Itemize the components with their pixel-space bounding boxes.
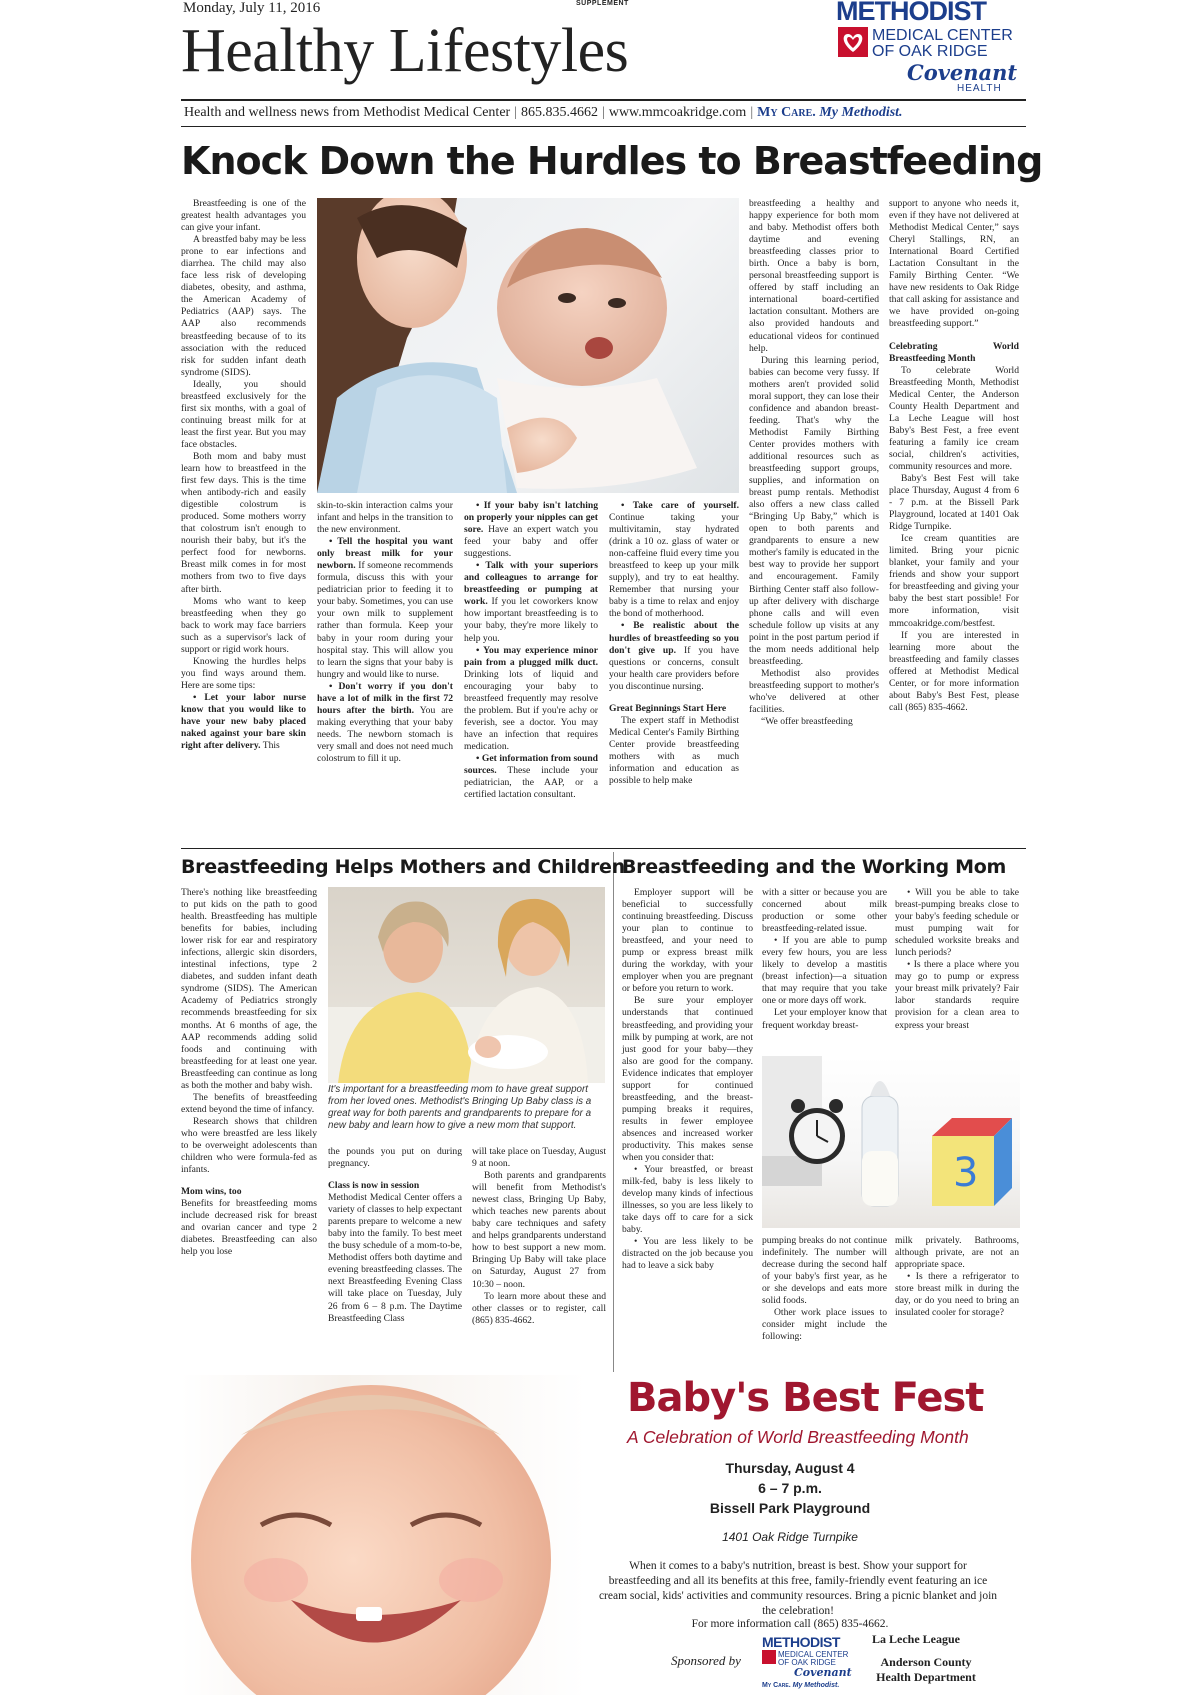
paragraph: Moms who want to keep breastfeeding when they go back to work may face barriers such as a supervisor's lack of support or rigid work hours. [181, 595, 306, 655]
tip-text: This [260, 740, 280, 752]
article1-column-6 [889, 198, 1019, 714]
paragraph: Both parents and grandparents will benefit from Methodist's newest class, Bringing Up Baby, which teaches new parents about baby care techniques and safety and helps grandparents understand how to best support a new mom. Bringing Up Baby will take place on Saturday, August 27 from 10:30 – noon. [472, 1170, 606, 1290]
article3-column-3 [895, 887, 1019, 1032]
family-photo [328, 887, 605, 1083]
ad-time: 6 – 7 p.m. [758, 1480, 822, 1496]
phone-number[interactable]: 865.835.4662 [521, 105, 599, 120]
paragraph: • Will you be able to take breast-pumping breaks close to your baby's feeding schedule or must pumping wait for scheduled worksite breaks and lunch periods? [895, 887, 1019, 959]
paragraph: • If you are able to pump every few hours, you are less likely to develop a mastitis (breast infection)—a situation that may require that you take one or more days off work. [762, 935, 887, 1007]
article1-column-3 [464, 500, 598, 801]
sponsor-methodist-logo: METHODIST MEDICAL CENTER OF OAK RIDGE Covenant My Care. My Methodist. [762, 1634, 852, 1689]
sponsor-la-leche: La Leche League [872, 1632, 960, 1646]
paragraph: • Take care of yourself. Continue taking your multivitamin, stay hydrated (drink a 10 oz. glass of water or non-caffeine fluid every time you breastfeed to keep up your milk supply), and try to eat healthy. Remember that nursing your baby is a time to relax and enjoy the bond of motherhood. [609, 500, 739, 620]
supplement-label: SUPPLEMENT [576, 0, 629, 7]
paragraph: Breastfeeding is one of the greatest health advantages you can give your infant. [181, 198, 306, 234]
paragraph: Methodist also provides breastfeeding support to mother's who've delivered at other facilities. [749, 667, 879, 715]
ad-title: Baby's Best Fest [627, 1375, 984, 1421]
paragraph: Be sure your employer understands that continued breastfeeding, and providing your milk by pumping at work, are not just good for your baby—they also are good for the company. Evidence indicates that employer support for continued breastfeeding, and the breast-pumping breaks it requires, results in fewer employee absences and increased worker productivity. This makes sense when you consider that: [622, 995, 753, 1164]
tip-bold: • Let your labor nurse know that you would like to have your new baby placed naked against your bare skin right after delivery. [181, 691, 306, 752]
website-link[interactable]: www.mmcoakridge.com [608, 105, 747, 120]
paragraph: Employer support will be beneficial to successfully continuing breastfeeding. Discuss your plan to continue to breastfeed, and your need to pump or express breast milk during the workday, with your employer when you are pregnant or before you return to work. [622, 887, 753, 995]
paragraph: with a sitter or because you are concerned about milk production or some other breastfeeding-related issue. [762, 887, 887, 935]
paragraph: • Tell the hospital you want only breast milk for your newborn. If someone recommends formula, discuss this with your pediatrician prior to feeding it to your baby. Sometimes, you can use your own milk to supplement rather than formula. Keep your baby in your room during your hospital stay. This will allow you to learn the signs that your baby is hungry and would like to nurse. [317, 536, 453, 680]
section-heading: Class is now in session [328, 1180, 420, 1192]
paragraph: Other work place issues to consider might include the following: [762, 1307, 887, 1343]
paragraph: • Is there a refrigerator to store breast milk in during the day, or do you need to bring an insulated cooler for storage? [895, 1271, 1019, 1319]
article3-column-3-bottom [895, 1235, 1019, 1319]
article2-headline: Breastfeeding Helps Mothers and Children [181, 856, 625, 878]
paragraph: Methodist Medical Center offers a variety of classes to help expectant parents prepare to welcome a new baby into the family. To best meet the busy schedule of a mom-to-be, Methodist offers both daytime and evening breastfeeding classes. The next Breastfeeding Evening Class will take place on Tuesday, July 26 from 6 – 8 p.m. The Daytime Breastfeeding Class [328, 1192, 462, 1324]
paragraph: Baby's Best Fest will take place Thursday, August 4 from 6 - 7 p.m. at the Bissell Park Playground, located at 1401 Oak Ridge Turnpike. [889, 472, 1019, 533]
logo-health: HEALTH [957, 83, 1002, 94]
paragraph: pumping breaks do not continue indefinitely. The number will decrease during the second half of your baby's first year, as he or she develops and eats more solid foods. [762, 1235, 887, 1307]
paragraph: • Be realistic about the hurdles of breastfeeding so you don't give up. If you have questions or concerns, consult your health care providers before you discontinue nursing. [609, 620, 739, 692]
section-heading: Great Beginnings Start Here [609, 702, 727, 714]
paragraph: • You may experience minor pain from a plugged milk duct. Drinking lots of liquid and encouraging your baby to breastfeed frequently may resolve the problem. But if you're achy or feverish, see a doctor. You may have an infection that requires medication. [464, 644, 598, 752]
masthead-rule-top [181, 99, 1026, 101]
page-title: Healthy Lifestyles [181, 17, 629, 85]
paragraph: Both mom and baby must learn how to breastfeed in the first few days. This is the time when antibody-rich and easily digestible colostrum is produced. Some mothers worry that colostrum isn't enough to nourish their baby, but it's the perfect food for newborns. Breast milk comes in for most mothers from two to five days after birth. [181, 450, 306, 595]
paragraph: • Your breastfed, or breast milk-fed, baby is less likely to develop many kinds of infectious illnesses, so you are less likely to take days off to care for a sick baby. [622, 1164, 753, 1236]
section-rule [181, 848, 1026, 849]
tagline-text: Health and wellness news from Methodist Medical Center [184, 105, 511, 120]
cube-number: 3 [953, 1150, 979, 1196]
paragraph: There's nothing like breastfeeding to put kids on the path to good health. Breastfeeding has multiple benefits for babies, including lower risk for ear and respiratory infections, allergic skin disorders, intestinal infections, type 2 diabetes, and sudden infant death syndrome (SIDS). The American Academy of Pediatrics strongly recommends breastfeeding for six months. At 6 months of age, the AAP recommends adding solid foods and continuing with breastfeeding for at least one year. Breastfeeding can continue as long as both the mother and baby wish. [181, 887, 317, 1091]
masthead-rule-bottom [181, 126, 1026, 127]
section-heading: Mom wins, too [181, 1186, 242, 1198]
paragraph [181, 692, 306, 752]
logo-covenant: Covenant [907, 60, 1018, 85]
paragraph: “We offer breastfeeding [761, 716, 853, 728]
article1-column-4 [609, 500, 739, 787]
mycare-slogan: My Care. [757, 105, 816, 120]
issue-date: Monday, July 11, 2016 [183, 0, 321, 16]
paragraph: A breastfed baby may be less prone to ear infections and diarrhea. The child may also face less risk of developing diabetes, obesity, and asthma, the American Academy of Pediatrics (AAP) says. The AAP also recommends breastfeeding because of to its association with the reduced risk for sudden infant death syndrome (SIDS). [181, 234, 306, 378]
logo-line1: MEDICAL CENTER [872, 27, 1013, 44]
paragraph: The benefits of breastfeeding extend beyond the time of infancy. [181, 1091, 317, 1115]
paragraph: skin-to-skin interaction calms your infant and helps in the transition to the new environment. [317, 500, 453, 536]
mother-baby-photo [317, 198, 739, 493]
paragraph: breastfeeding a healthy and happy experience for both mom and baby. Methodist offers both daytime and evening breastfeeding classes prior to birth. Once a baby is born, personal breastfeeding support is offered by staff including an international board-certified lactation consultant. Mothers are also provided handouts and educational videos for continued help. [749, 198, 879, 354]
heart-icon [838, 27, 868, 57]
ad-date: Thursday, August 4 [725, 1460, 855, 1476]
paragraph: the pounds you put on during pregnancy. [328, 1146, 462, 1170]
paragraph: • Talk with your superiors and colleagues to arrange for breastfeeding or pumping at work. If you let coworkers know how important breastfeeding is to your baby, they're more likely to help you. [464, 560, 598, 644]
tagline: Health and wellness news from Methodist Medical Center | 865.835.4662 | www.mmcoakridge.com | My Care. My Methodist. [184, 105, 903, 120]
paragraph: To learn more about these and other classes or to register, call (865) 835-4662. [472, 1290, 606, 1326]
article3-column-2 [762, 887, 887, 1032]
clock-bottle-photo [762, 1056, 1020, 1228]
article1-column-1 [181, 198, 306, 752]
paragraph: Research shows that children who were breastfed are less likely to be overweight adolescents than children who were formula-fed as infants. [181, 1115, 317, 1176]
article3-column-2-bottom [762, 1235, 887, 1343]
paragraph: • Is there a place where you may go to pump or express your breast milk privately? Fair labor standards require provision for a clean area to express your breast [895, 959, 1019, 1031]
paragraph: • You are less likely to be distracted on the job because you had to leave a sick baby [622, 1236, 753, 1272]
article2-column-2 [328, 1146, 462, 1325]
article2-column-1 [181, 887, 317, 1258]
paragraph: The expert staff in Methodist Medical Center's Family Birthing Center provide breastfeeding mothers with as much information and education as possible to help make [609, 714, 739, 786]
paragraph: • If your baby isn't latching on properly your nipples can get sore. Have an expert watch you feed your baby and offer suggestions. [464, 500, 598, 560]
logo-methodist-text: METHODIST [836, 0, 986, 26]
article1-column-2 [317, 500, 453, 765]
paragraph: During this learning period, babies can become very fussy. If mothers aren't provided solid moral support, they can lose their confidence and abandon breast-feeding. That's why the Methodist Family Birthing Center provides mothers with additional resources such as breastfeeding support groups, supplies, and information on breast pump rentals. Methodist also offers a new class called “Bringing Up Baby,” which is open to both parents and grandparents to ensure a new mother's family is educated in the best way to provide her support and encouragement. Family Birthing Center staff also follow-up after delivery with discharge phone calls and will even schedule follow up visits at any point in the post partum period if the mom needs additional help breastfeeding. [749, 354, 879, 667]
article1-column-5 [749, 198, 879, 728]
sponsored-by-label: Sponsored by [671, 1653, 741, 1668]
smiling-baby-photo [181, 1375, 586, 1695]
ad-subtitle: A Celebration of World Breastfeeding Month [627, 1427, 969, 1447]
mymethodist-slogan: My Methodist. [819, 105, 903, 120]
ad-more-info: For more information call (865) 835-4662. [691, 1618, 889, 1630]
section-vertical-rule [613, 852, 614, 1372]
logo-line2: OF OAK RIDGE [872, 43, 988, 60]
paragraph: • Don't worry if you don't have a lot of milk in the first 72 hours after the birth. You are making everything that your baby needs. The newborn stomach is very small and does not need much colostrum to fill it up. [317, 680, 453, 764]
article2-column-3 [472, 1146, 606, 1327]
ad-place: Bissell Park Playground [709, 1500, 871, 1516]
article3-headline: Breastfeeding and the Working Mom [622, 856, 1006, 878]
paragraph: support to anyone who needs it, even if they have not delivered at Methodist Medical Center,” says Cheryl Stallings, RN, an International Board Certified Lactation Consultant in the Family Birthing Center. “We have new residents to Oak Ridge that call asking for assistance and we have provided on-going breastfeeding support.” [889, 198, 1019, 330]
paragraph: will take place on Tuesday, August 9 at noon. [472, 1146, 606, 1170]
paragraph: If you are interested in learning more about the breastfeeding and family classes offered at Methodist Medical Center, or for more information about Baby's Best Fest, please call (865) 835-4662. [889, 629, 1019, 713]
paragraph: • Get information from sound sources. These include your pediatrician, the AAP, or a certified lactation consultant. [464, 752, 598, 801]
methodist-logo[interactable] [836, 0, 1026, 100]
paragraph: Knowing the hurdles helps you find ways around them. Here are some tips: [181, 655, 306, 691]
paragraph: Ideally, you should breastfeed exclusively for the first six months, with a goal of continuing breast milk for at least the first year. But you may face obstacles. [181, 378, 306, 450]
paragraph: Benefits for breastfeeding moms include decreased risk for breast and ovarian cancer and type 2 diabetes. Breastfeeding can also help you lose [181, 1198, 317, 1258]
family-photo-caption: It's important for a breastfeeding mom to have great support from her loved ones. Methodist's Bringing Up Baby class is a great way for both parents and grandparents to prepare for a new baby and learn how to give a new mom that support. [328, 1084, 592, 1131]
article1-headline: Knock Down the Hurdles to Breastfeeding [181, 139, 1043, 183]
paragraph: milk privately. Bathrooms, although private, are not an appropriate space. [895, 1235, 1019, 1271]
paragraph: To celebrate World Breastfeeding Month, Methodist Medical Center, the Anderson County Health Department and La Leche League will host Baby's Best Fest, a free event featuring a family ice cream social, children's activities, community resources and more. [889, 364, 1019, 472]
article3-column-1 [622, 887, 753, 1273]
ad-body: When it comes to a baby's nutrition, breast is best. Show your support for breastfeeding and all its benefits at this free, family-friendly event featuring an ice cream social, kids' activities and community resources. Bring a picnic blanket and join the celebration! [598, 1560, 998, 1617]
paragraph: Ice cream quantities are limited. Bring your picnic blanket, your family and your friends and show your support for breastfeeding and giving your baby the best start possible! For more information, visit mmcoakridge.com/bestfest. [889, 533, 1019, 629]
sponsor-anderson-county: Anderson County Health Department [876, 1655, 976, 1684]
paragraph: Let your employer know that frequent workday breast- [762, 1007, 887, 1031]
heart-icon [762, 1650, 776, 1664]
ad-address: 1401 Oak Ridge Turnpike [722, 1530, 858, 1544]
section-heading: Celebrating World Breastfeeding Month [889, 340, 1019, 364]
